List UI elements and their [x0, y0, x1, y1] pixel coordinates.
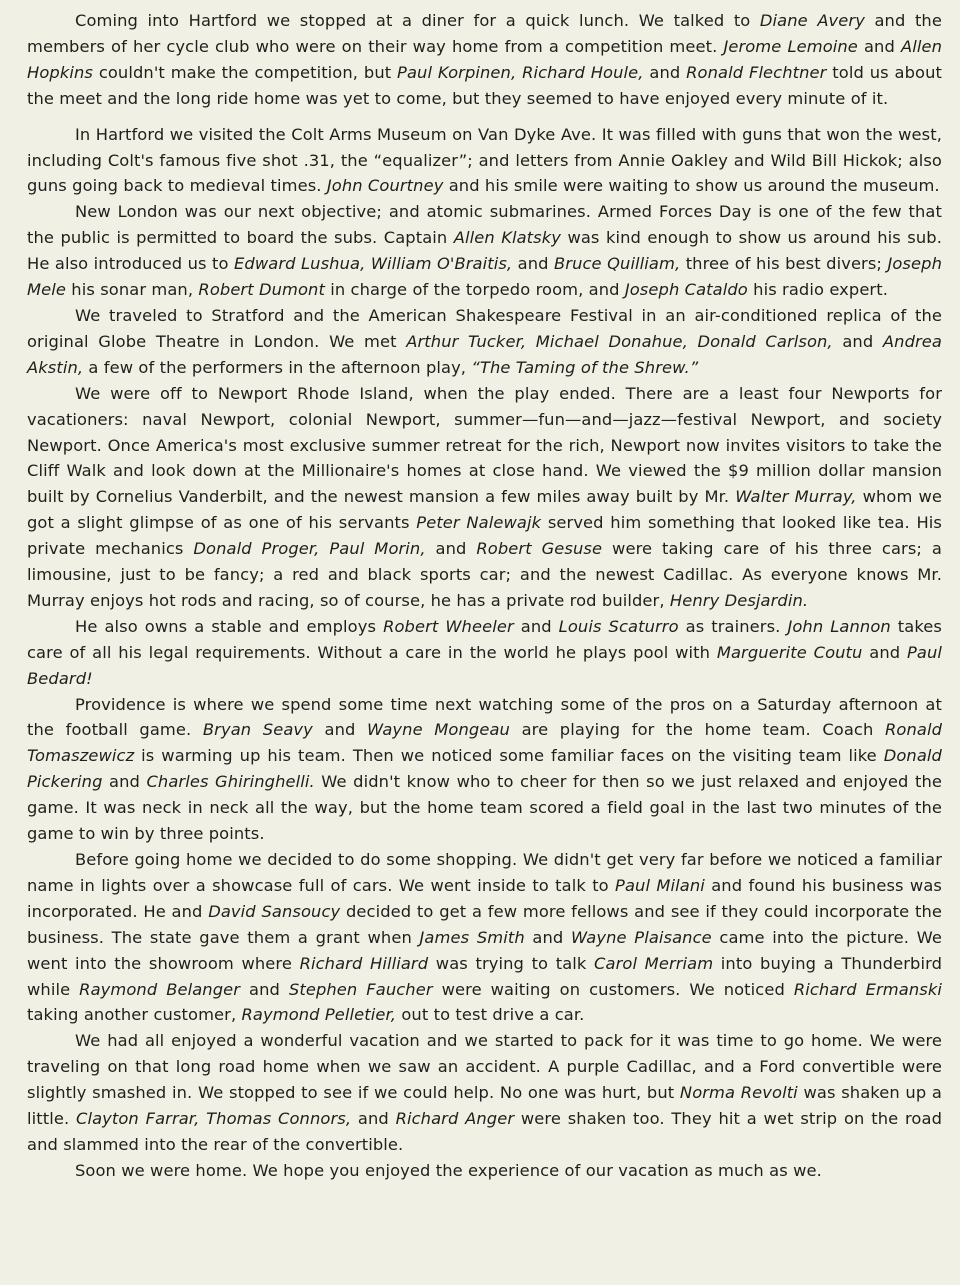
body-text: Providence is where we spend some time next watching some of the pros on a Saturday afternoon at the football game.: [27, 694, 942, 740]
body-text: in charge of the torpedo room, and: [324, 280, 625, 300]
paragraph-providence: [27, 692, 942, 847]
name-text: Paul Milani: [615, 875, 705, 895]
name-text: Peter Nalewajk: [416, 513, 542, 533]
name-text: Joseph Cataldo: [624, 280, 748, 300]
name-text: Norma Revolti: [679, 1083, 798, 1103]
name-text: John Courtney: [326, 176, 444, 196]
body-text: We had all enjoyed a wonderful vacation and we started to pack for it was time to go home. We were traveling on that long road home when we saw an accident. A purple Cadillac, and a Ford convertible were slightly smashed in. We stopped to see if we could help. No one was hurt, but: [27, 1031, 942, 1103]
body-text: and: [512, 254, 555, 274]
body-text: and the members of her cycle club who were on their way home from a competition meet.: [27, 11, 942, 56]
name-text: Henry Desjardin.: [669, 590, 809, 610]
body-text: He also owns a stable and employs: [75, 616, 384, 636]
body-text: and: [240, 979, 289, 999]
name-text: Charles Ghiringhelli.: [146, 772, 315, 792]
body-text: couldn't make the competition, but: [93, 62, 398, 82]
body-text: came into the picture. We went into the showroom where: [27, 927, 943, 973]
body-text: are playing for the home team. Coach: [509, 720, 885, 740]
body-text: as trainers.: [678, 616, 788, 636]
name-text: “The Taming of the Shrew.”: [471, 357, 699, 377]
body-text: New London was our next objective; and atomic submarines. Armed Forces Day is one of the few that the public is permitted to board the subs. Captain: [27, 202, 942, 248]
name-text: Walter Murray,: [735, 487, 857, 507]
paragraph-colt-museum: [27, 122, 942, 200]
name-text: Raymond Pelletier,: [241, 1005, 397, 1025]
body-text: and: [425, 539, 477, 559]
body-text: was trying to talk: [428, 953, 595, 973]
body-text: In Hartford we visited the Colt Arms Museum on Van Dyke Ave. It was filled with guns that won the west, including Colt's famous five shot .31, the “equalizer”; and letters from Annie Oakley and Wild Bill Hickok; also guns going back to medieval times.: [27, 124, 942, 196]
body-text: and: [524, 927, 571, 947]
body-text: taking another customer,: [27, 1005, 242, 1025]
name-text: Donald Proger, Paul Morin,: [193, 539, 426, 559]
paragraph-stable: [27, 614, 942, 692]
paragraph-hartford-diner: [27, 8, 942, 112]
body-text: and found his business was incorporated. He and: [27, 875, 942, 921]
body-text: We didn't know who to cheer for then so we just relaxed and enjoyed the game. It was neck in neck all the way, but the home team scored a field goal in the last two minutes of the game to win by three points.: [27, 772, 943, 844]
body-text: and: [857, 36, 901, 56]
body-text: were waiting on customers. We noticed: [432, 979, 794, 999]
name-text: Marguerite Coutu: [716, 642, 863, 662]
body-text: out to test drive a car.: [396, 1005, 585, 1025]
name-text: Bryan Seavy: [202, 720, 313, 740]
name-text: Robert Gesuse: [476, 539, 603, 559]
body-text: We traveled to Stratford and the American Shakespeare Festival in an air-conditioned replica of the original Globe Theatre in London. We met: [27, 305, 942, 351]
body-text: and his smile were waiting to show us around the museum.: [443, 176, 940, 196]
name-text: Louis Scaturro: [558, 616, 679, 636]
body-text: told us about the meet and the long ride home was yet to come, but they seemed to have enjoyed every minute of it.: [27, 62, 943, 108]
name-text: Bruce Quilliam,: [554, 254, 681, 274]
name-text: Ronald Tomaszewicz: [27, 720, 943, 766]
name-text: Wayne Plaisance: [570, 927, 712, 947]
name-text: Diane Avery: [759, 11, 865, 30]
body-text: were shaken too. They hit a wet strip on the road and slammed into the rear of the convertible.: [27, 1109, 943, 1154]
name-text: Edward Lushua, William O'Braitis,: [234, 254, 513, 274]
name-text: Allen Klatsky: [453, 228, 562, 248]
paragraph-new-london: [27, 199, 942, 303]
body-text: whom we got a slight glimpse of as one of his servants: [27, 487, 942, 533]
paragraph-stratford: [27, 303, 942, 381]
name-text: Raymond Belanger: [79, 979, 241, 999]
name-text: Paul Korpinen, Richard Houle,: [397, 62, 644, 82]
body-text: and: [351, 1109, 396, 1129]
name-text: Wayne Mongeau: [367, 720, 510, 740]
name-text: Joseph Mele: [27, 254, 942, 300]
name-text: Richard Anger: [395, 1109, 515, 1129]
body-text: Before going home we decided to do some shopping. We didn't get very far before we noticed a familiar name in lights over a showcase full of cars. We went inside to talk to: [27, 850, 942, 895]
body-text: and: [643, 62, 687, 82]
body-text: his radio expert.: [747, 280, 888, 300]
body-text: and: [862, 642, 907, 662]
body-text: three of his best divers;: [680, 254, 888, 274]
name-text: James Smith: [419, 927, 525, 947]
name-text: Richard Ermanski: [793, 979, 942, 999]
body-text: was kind enough to show us around his sub. He also introduced us to: [27, 228, 942, 274]
body-text: and: [102, 772, 147, 792]
name-text: Jerome Lemoine: [723, 36, 858, 56]
body-text: decided to get a few more fellows and see if they could incorporate the business. The state gave them a grant when: [27, 901, 943, 947]
body-text: into buying a Thunderbird while: [27, 953, 943, 999]
name-text: Allen Hopkins: [27, 36, 942, 82]
body-text: and: [312, 720, 368, 740]
name-text: Robert Dumont: [198, 280, 325, 300]
name-text: Arthur Tucker, Michael Donahue, Donald Carlson,: [406, 331, 833, 351]
body-text: We were off to Newport Rhode Island, when the play ended. There are a least four Newports for vacationers: naval Newport, colonial Newport, summer—fun—and—jazz—festival Newport, and society Newport. Once America's most exclusive summer retreat for the rich, Newport now invites visitors to take the Cliff Walk and look down at the Millionaire's homes at close hand. We viewed the $9 million dollar mansion built by Cornelius Vanderbilt, and the newest mansion a few miles away built by Mr.: [27, 383, 942, 507]
body-text: is warming up his team. Then we noticed some familiar faces on the visiting team like: [134, 746, 884, 766]
name-text: Donald Pickering: [27, 746, 942, 792]
body-text: was shaken up a little.: [27, 1083, 942, 1129]
name-text: Richard Hilliard: [299, 953, 429, 973]
name-text: Clayton Farrar, Thomas Connors,: [75, 1109, 352, 1129]
name-text: Robert Wheeler: [383, 616, 514, 636]
paragraph-accident: [27, 1028, 942, 1158]
name-text: Paul Bedard!: [27, 642, 942, 688]
body-text: a few of the performers in the afternoon play,: [83, 357, 472, 377]
paragraph-shopping: [27, 847, 942, 1028]
paragraph-newport: [27, 381, 942, 614]
body-text: and: [832, 331, 883, 351]
paragraph-home: [27, 1158, 942, 1184]
body-text: Coming into Hartford we stopped at a diner for a quick lunch. We talked to: [75, 11, 760, 30]
body-text: Soon we were home. We hope you enjoyed the experience of our vacation as much as we.: [75, 1160, 822, 1180]
name-text: Carol Merriam: [594, 953, 714, 973]
name-text: Ronald Flechtner: [686, 62, 827, 82]
name-text: David Sansoucy: [208, 901, 341, 921]
body-text: his sonar man,: [66, 280, 199, 300]
name-text: John Lannon: [787, 616, 891, 636]
body-text: served him something that looked like tea. His private mechanics: [27, 513, 942, 559]
name-text: Andrea Akstin,: [27, 331, 943, 377]
body-text: takes care of all his legal requirements. Without a care in the world he plays pool with: [27, 616, 942, 662]
name-text: Stephen Faucher: [288, 979, 433, 999]
body-text: and: [513, 616, 559, 636]
body-text: were taking care of his three cars; a limousine, just to be fancy; a red and black sports car; and the newest Cadillac. As everyone knows Mr. Murray enjoys hot rods and racing, so of course, he has a private rod builder,: [27, 539, 942, 610]
